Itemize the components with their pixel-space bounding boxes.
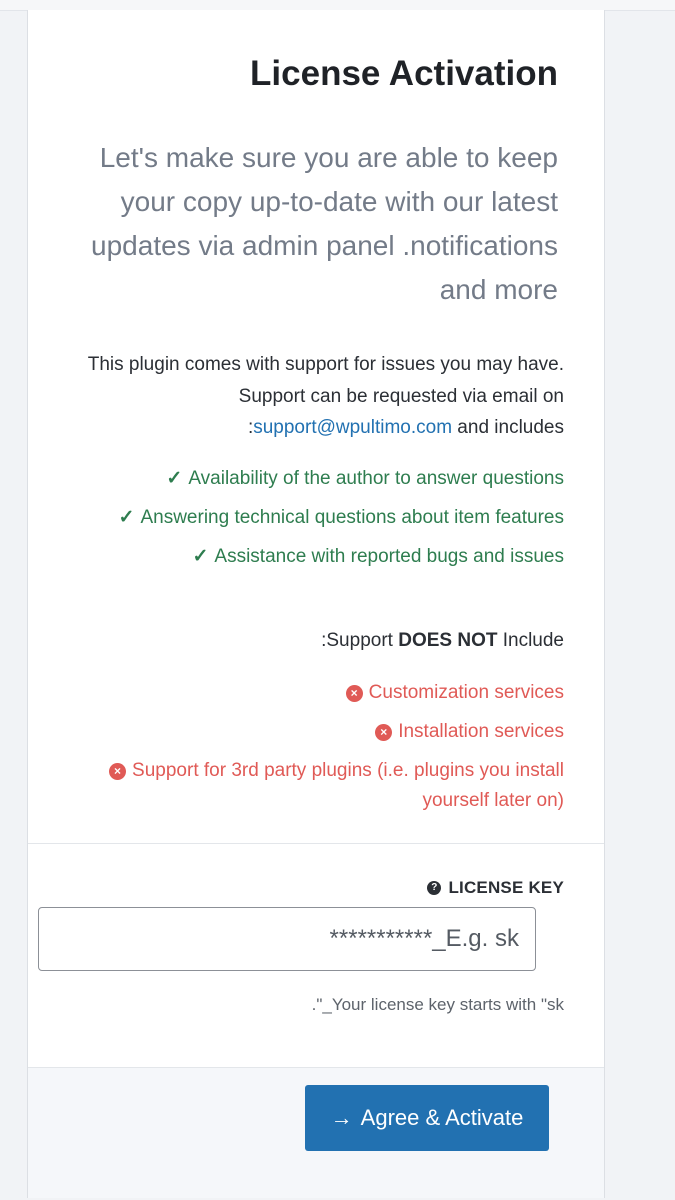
support-intro bbox=[54, 349, 564, 444]
support-intro-text: This plugin comes with support for issues you may have. Support can be requested via email on : bbox=[87, 354, 564, 438]
include-item-text: Answering technical questions about item features bbox=[140, 507, 564, 528]
license-key-input[interactable] bbox=[38, 907, 536, 971]
question-circle-icon[interactable]: ? bbox=[427, 881, 441, 895]
x-circle-icon: × bbox=[109, 763, 126, 780]
check-icon: ✓ bbox=[118, 507, 135, 528]
support-includes-list bbox=[64, 464, 564, 581]
not-included-emphasis: DOES NOT bbox=[398, 630, 498, 651]
check-icon: ✓ bbox=[166, 468, 183, 489]
x-circle-icon: × bbox=[346, 685, 363, 702]
arrow-right-icon: → bbox=[330, 1105, 353, 1130]
include-item bbox=[64, 464, 564, 494]
exclude-item-text: Support for 3rd party plugins (i.e. plugins you install yourself later on) bbox=[132, 760, 564, 811]
x-circle-icon: × bbox=[375, 724, 392, 741]
page-title: License Activation bbox=[250, 54, 558, 93]
activation-card bbox=[27, 10, 605, 1198]
exclude-item bbox=[64, 756, 564, 816]
support-email-link[interactable]: support@wpultimo.com bbox=[253, 417, 453, 438]
support-intro-suffix: and includes bbox=[452, 417, 564, 438]
exclude-item-text: Customization services bbox=[368, 682, 564, 703]
include-item-text: Assistance with reported bugs and issues bbox=[214, 546, 564, 567]
agree-activate-button[interactable] bbox=[305, 1085, 549, 1151]
page-subtitle: Let's make sure you are able to keep your copy up-to-date with our latest updates via admin panel .notifications and more bbox=[91, 142, 558, 305]
exclude-item bbox=[64, 717, 564, 747]
include-item bbox=[64, 542, 564, 572]
not-included-heading bbox=[321, 626, 564, 656]
license-key-label bbox=[427, 878, 564, 898]
not-included-prefix: :Support bbox=[321, 630, 399, 651]
section-divider bbox=[28, 843, 604, 844]
exclude-item bbox=[64, 678, 564, 708]
agree-activate-label: Agree & Activate bbox=[360, 1105, 524, 1130]
license-key-label-text: LICENSE KEY bbox=[448, 878, 564, 897]
check-icon: ✓ bbox=[192, 546, 209, 567]
not-included-suffix: Include bbox=[497, 630, 564, 651]
license-key-hint: ."_Your license key starts with "sk bbox=[311, 995, 564, 1014]
include-item bbox=[64, 503, 564, 533]
support-excludes-list bbox=[64, 678, 564, 825]
exclude-item-text: Installation services bbox=[398, 721, 564, 742]
include-item-text: Availability of the author to answer questions bbox=[188, 468, 564, 489]
